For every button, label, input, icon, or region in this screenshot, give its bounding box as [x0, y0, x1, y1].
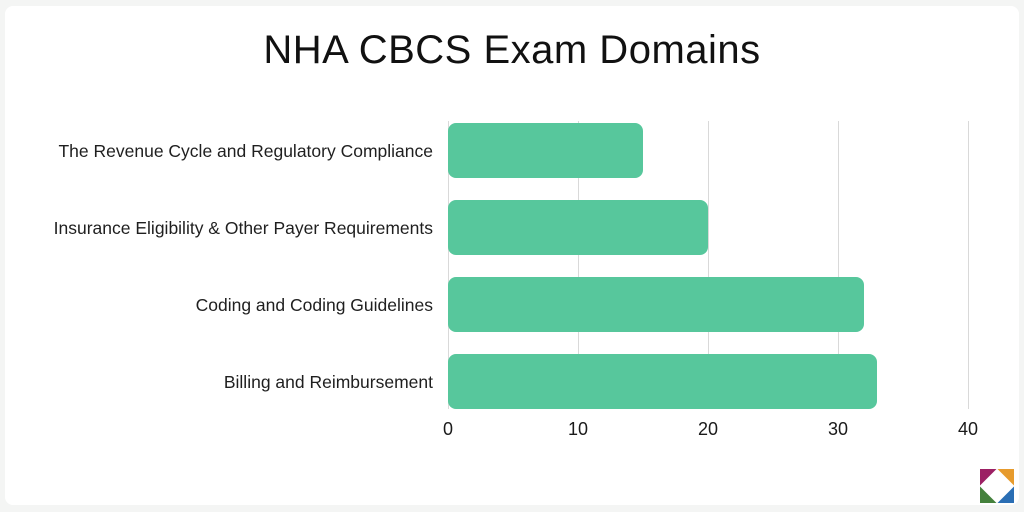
logo-triangle-bottom-left	[980, 487, 997, 504]
x-tick-label: 30	[827, 419, 849, 439]
category-label: The Revenue Cycle and Regulatory Compliance	[58, 140, 433, 161]
bar	[448, 200, 708, 255]
category-label: Insurance Eligibility & Other Payer Requirements	[53, 217, 433, 238]
x-tick-label: 20	[697, 419, 719, 439]
category-label: Billing and Reimbursement	[223, 371, 433, 392]
bar	[448, 123, 643, 178]
x-tick-label: 40	[957, 419, 979, 439]
logo-triangle-bottom-right	[998, 487, 1015, 504]
logo-triangle-top-left	[980, 469, 997, 486]
category-label: Coding and Coding Guidelines	[195, 294, 433, 315]
x-tick-label: 10	[567, 419, 589, 439]
gridline-x-40	[968, 121, 969, 409]
x-tick-label: 0	[442, 419, 453, 439]
logo-triangle-top-right	[998, 469, 1015, 486]
pinwheel-logo-icon	[979, 468, 1015, 504]
chart-title: NHA CBCS Exam Domains	[263, 28, 761, 72]
bar	[448, 277, 864, 332]
bar	[448, 354, 877, 409]
